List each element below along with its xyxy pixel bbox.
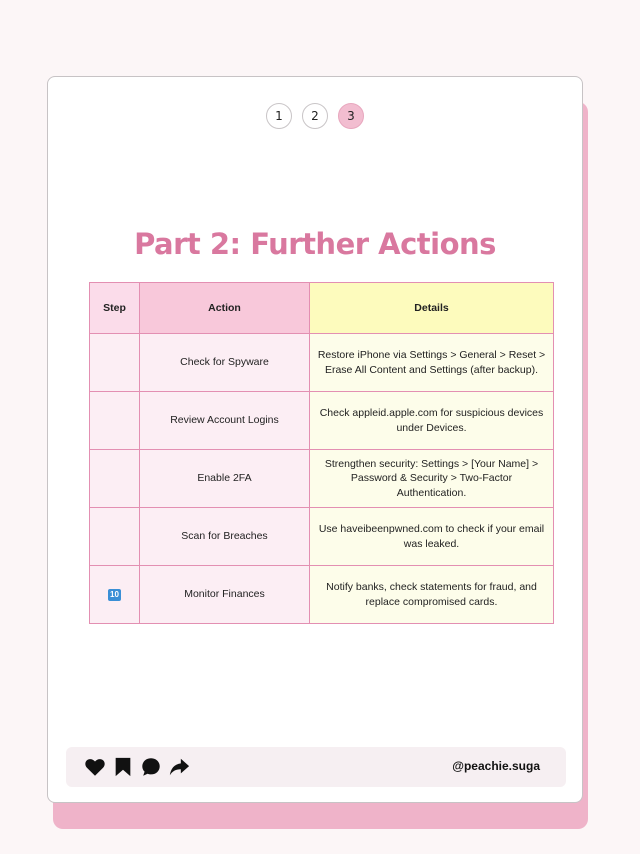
share-icon[interactable] [168,756,190,778]
header-action: Action [140,283,310,334]
row-action: Enable 2FA [140,450,310,508]
page-1-button[interactable]: 1 [266,103,292,129]
row-step [90,508,140,566]
keycap-ten-badge: 10 [110,590,119,600]
action-icons [84,756,190,778]
username-handle[interactable]: @peachie.suga [452,759,540,773]
pagination [48,103,582,129]
table-row [90,334,554,392]
row-step [90,566,140,624]
table-row [90,508,554,566]
row-step [90,334,140,392]
row-action: Scan for Breaches [140,508,310,566]
row-action: Check for Spyware [140,334,310,392]
page-title: Part 2: Further Actions [134,227,496,261]
heart-icon[interactable] [84,756,106,778]
header-details: Details [310,283,554,334]
row-step [90,392,140,450]
table-row [90,392,554,450]
actions-table [89,282,554,624]
row-action: Review Account Logins [140,392,310,450]
header-step: Step [90,283,140,334]
row-details: Restore iPhone via Settings > General > Reset > Erase All Content and Settings (after backup). [310,334,554,392]
row-step [90,450,140,508]
post-card [47,76,583,803]
row-details: Notify banks, check statements for fraud, and replace compromised cards. [310,566,554,624]
table-header-row [90,283,554,334]
post-footer [66,747,566,787]
table-row [90,566,554,624]
bookmark-icon[interactable] [112,756,134,778]
row-action: Monitor Finances [140,566,310,624]
row-details: Use haveibeenpwned.com to check if your email was leaked. [310,508,554,566]
row-details: Strengthen security: Settings > [Your Name] > Password & Security > Two-Factor Authentication. [310,450,554,508]
page-3-button[interactable]: 3 [338,103,364,129]
comment-icon[interactable] [140,756,162,778]
table-row [90,450,554,508]
page-2-button[interactable]: 2 [302,103,328,129]
row-details: Check appleid.apple.com for suspicious devices under Devices. [310,392,554,450]
